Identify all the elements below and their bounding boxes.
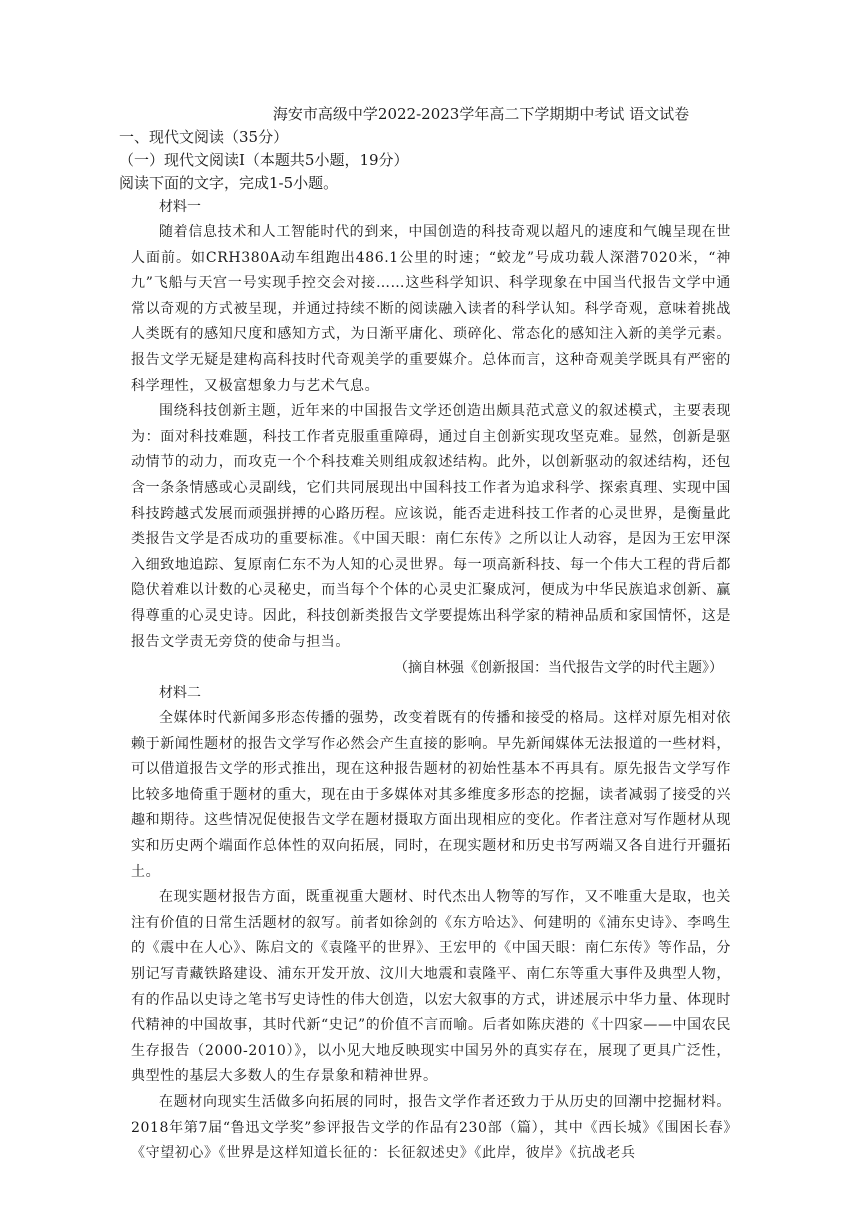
document-body — [119, 102, 731, 1167]
material-one-paragraph: 随着信息技术和人工智能时代的到来，中国创造的科技奇观以超凡的速度和气魄呈现在世人面前。如CRH380A动车组跑出486.1公里的时速；“蛟龙”号成功载人深潜7020米，“神九”飞船与天宫一号实现手控交会对接……这些科学知识、科学现象在中国当代报告文学中通常以奇观的方式被呈现，并通过持续不断的阅读融入读者的科学认知。科学奇观，意味着挑战人类既有的感知尺度和感知方式，为日渐平庸化、琐碎化、常态化的感知注入新的美学元素。报告文学无疑是建构高科技时代奇观美学的重要媒介。总体而言，这种奇观美学既具有严密的科学理性，又极富想象力与艺术气息。 — [131, 224, 731, 394]
material-two-paragraph: 在题材向现实生活做多向拓展的同时，报告文学作者还致力于从历史的回潮中挖掘材料。2018年第7届“鲁迅文学奖”参评报告文学的作品有230部（篇），其中《西长城》《围困长春》《守望初心》《世界是这样知道长征的：长征叙述史》《此岸，彼岸》《抗战老兵 — [131, 1094, 731, 1162]
material-one-label: 材料一 — [159, 199, 201, 215]
material-two-label: 材料二 — [159, 685, 201, 702]
material-two-paragraph: 全媒体时代新闻多形态传播的强势，改变着既有的传播和接受的格局。这样对原先相对依赖于新闻性题材的报告文学写作必然会产生直接的影响。早先新闻媒体无法报道的一些材料，可以借道报告文学的形式推出，现在这种报告题材的初始性基本不再具有。原先报告文学写作比较多地倚重于题材的重大，现在由于多媒体对其多维度多形态的挖掘，读者减弱了接受的兴趣和期待。这些情况促使报告文学在题材摄取方面出现相应的变化。作者注意对写作题材从现实和历史两个端面作总体性的双向拓展，同时，在现实题材和历史书写两端又各自进行开疆拓土。 — [131, 710, 731, 880]
exam-title: 海安市高级中学2022-2023学年高二下学期期中考试 语文试卷 — [272, 105, 690, 123]
material-one-source: （摘自林强《创新报国：当代报告文学的时代主题》） — [394, 660, 723, 677]
material-one-paragraph: 围绕科技创新主题，近年来的中国报告文学还创造出颇具范式意义的叙述模式，主要表现为：面对科技难题，科技工作者克服重重障碍，通过自主创新实现攻坚克难。显然，创新是驱动情节的动力，而攻克一个个科技难关则组成叙述结构。此外，以创新驱动的叙述结构，还包含一条条情感或心灵副线，它们共同展现出中国科技工作者为追求科学、探索真理、实现中国科技跨越式发展而顽强拼搏的心路历程。应该说，能否走进科技工作者的心灵世界，是衡量此类报告文学是否成功的重要标准。《中国天眼：南仁东传》之所以让人动容，是因为王宏甲深入细致地追踪、复原南仁东不为人知的心灵世界。每一项高新科技、每一个伟大工程的背后都隐伏着难以计数的心灵秘史，而当每个个体的心灵史汇聚成河，便成为中华民族追求创新、赢得尊重的心灵史诗。因此，科技创新类报告文学要提炼出科学家的精神品质和家国情怀，这是报告文学责无旁贷的使命与担当。 — [131, 403, 731, 650]
reading-instruction: 阅读下面的文字，完成1-5小题。 — [119, 174, 339, 192]
subsection-heading: （一）现代文阅读Ⅰ（本题共5小题，19分） — [119, 151, 409, 169]
section-heading: 一、现代文阅读（35分） — [119, 128, 289, 146]
material-two-paragraph: 在现实题材报告方面，既重视重大题材、时代杰出人物等的写作，又不唯重大是取，也关注有价值的日常生活题材的叙写。前者如徐剑的《东方哈达》、何建明的《浦东史诗》、李鸣生的《震中在人心》、陈启文的《袁隆平的世界》、王宏甲的《中国天眼：南仁东传》等作品，分别记写青藏铁路建设、浦东开发开放、汶川大地震和袁隆平、南仁东等重大事件及典型人物，有的作品以史诗之笔书写史诗性的伟大创造，以宏大叙事的方式，讲述展示中华力量、体现时代精神的中国故事，其时代新“史记”的价值不言而喻。后者如陈庆港的《十四家——中国农民生存报告（2000-2010）》，以小见大地反映现实中国另外的真实存在，展现了更具广泛性，典型性的基层大多数人的生存景象和精神世界。 — [131, 889, 731, 1085]
